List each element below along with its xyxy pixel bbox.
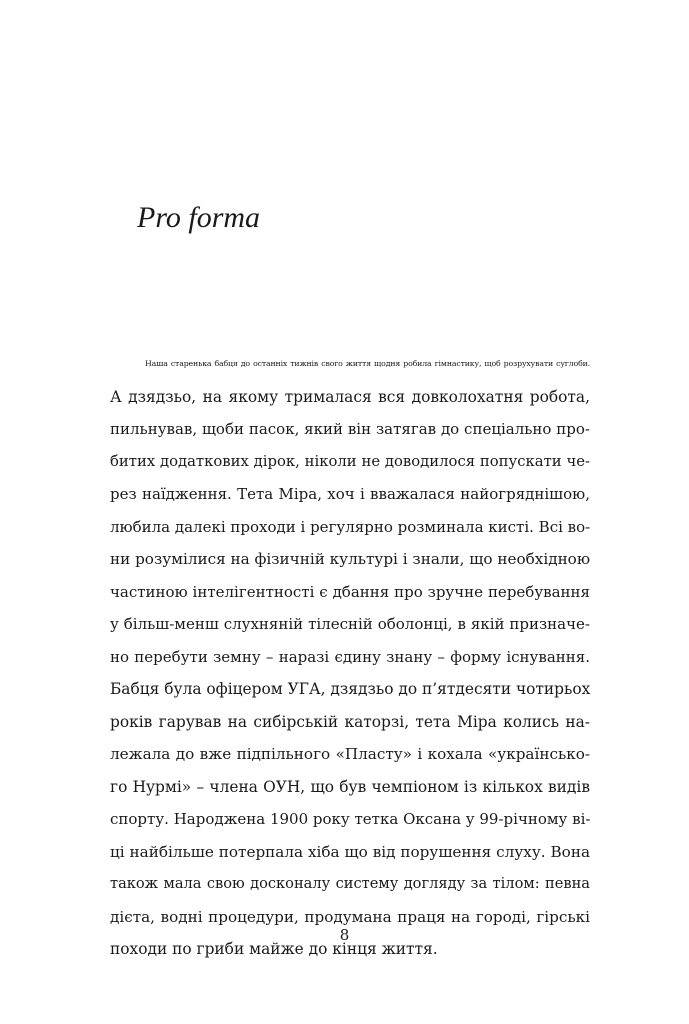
text-line: дієта, водні процедури, продумана праця на городі, гірські	[110, 907, 590, 926]
text-line: но перебути земну – наразі єдину знану – форму існування.	[110, 647, 590, 666]
text-line: спорту. Народжена 1900 року тетка Оксана у 99-річному ві-	[110, 810, 591, 828]
text-line: років гарував на сибірській каторзі, тета Міра колись на-	[110, 712, 590, 731]
text-line: го Нурмі» – члена ОУН, що був чемпіоном із кількох видів	[110, 777, 590, 796]
text-line: пильнував, щоби пасок, який він затягав до спеціально про-	[110, 420, 590, 438]
text-line: походи по гриби майже до кінця життя.	[110, 940, 438, 958]
text-line: А дзядзьо, на якому трималася вся довколохатня робота,	[110, 387, 590, 406]
text-line: Бабця була офіцером УГА, дзядзьо до п’ятдесяти чотирьох	[110, 680, 591, 698]
chapter-title: Pro forma	[137, 201, 261, 234]
text-line: також мала свою досконалу систему догляду за тілом: певна	[110, 875, 590, 892]
text-line: рез наїдження. Тета Міра, хоч і вважалася найогряднішою,	[110, 485, 590, 503]
text-line: битих додаткових дірок, ніколи не доводилося попускати че-	[110, 452, 590, 470]
page-number: 8	[339, 926, 350, 944]
text-line: Наша старенька бабця до останніх тижнів свого життя щодня робила гімнастику, щоб розрухувати суглоби.	[145, 359, 590, 368]
text-line: ни розумілися на фізичній культурі і знали, що необхідною	[110, 550, 591, 568]
text-line: любила далекі проходи і регулярно розминала кисті. Всі во-	[110, 517, 591, 536]
text-line: частиною інтелігентності є дбання про зручне перебування	[110, 582, 590, 601]
text-line: у більш-менш слухняній тілесній оболонці, в якій призначе-	[110, 615, 590, 633]
text-line: лежала до вже підпільного «Пласту» і кохала «українсько-	[110, 745, 590, 763]
body-paragraph	[110, 348, 590, 966]
text-line: ці найбільше потерпала хіба що від порушення слуху. Вона	[110, 842, 590, 861]
